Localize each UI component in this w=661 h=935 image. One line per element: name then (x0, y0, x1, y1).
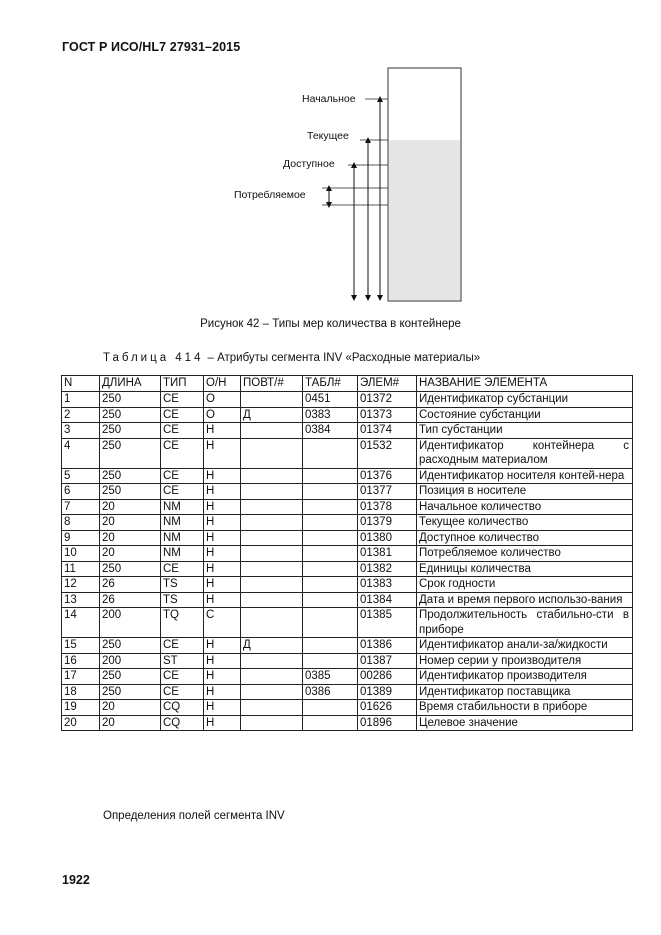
table-row (62, 484, 633, 500)
label-initial: Начальное (302, 93, 356, 105)
cell-type: NM (161, 515, 204, 531)
cell-repeat (241, 468, 303, 484)
cell-optionality: Н (204, 638, 241, 654)
cell-element-name: Состояние субстанции (417, 407, 633, 423)
cell-optionality: O (204, 407, 241, 423)
cell-repeat (241, 499, 303, 515)
cell-table (303, 577, 358, 593)
col-header-repeat: ПОВТ/# (241, 376, 303, 392)
cell-element-name: Номер серии у производителя (417, 653, 633, 669)
cell-type: ST (161, 653, 204, 669)
cell-element: 01379 (358, 515, 417, 531)
cell-element: 01385 (358, 608, 417, 638)
cell-element-name: Продолжительность стабильно-сти в приборе (417, 608, 633, 638)
label-consumed: Потребляемое (234, 189, 306, 201)
cell-n: 11 (62, 561, 100, 577)
cell-n: 7 (62, 499, 100, 515)
cell-length: 250 (100, 423, 161, 439)
cell-n: 17 (62, 669, 100, 685)
cell-table (303, 653, 358, 669)
cell-length: 250 (100, 561, 161, 577)
cell-repeat (241, 546, 303, 562)
cell-table (303, 700, 358, 716)
table-row (62, 499, 633, 515)
page-number: 1922 (62, 873, 90, 887)
cell-element-name: Идентификатор производителя (417, 669, 633, 685)
cell-optionality: Н (204, 653, 241, 669)
table-row (62, 468, 633, 484)
cell-element-name: Единицы количества (417, 561, 633, 577)
table-title-prefix: Таблица 414 (103, 352, 204, 364)
cell-table: 0383 (303, 407, 358, 423)
cell-length: 20 (100, 499, 161, 515)
cell-element-name: Идентификатор анали-за/жидкости (417, 638, 633, 654)
cell-optionality: Н (204, 577, 241, 593)
cell-repeat (241, 561, 303, 577)
cell-optionality: С (204, 608, 241, 638)
cell-type: CE (161, 684, 204, 700)
cell-optionality: Н (204, 700, 241, 716)
table-row (62, 392, 633, 408)
cell-table (303, 546, 358, 562)
table-row (62, 715, 633, 731)
cell-element: 01383 (358, 577, 417, 593)
cell-type: CE (161, 638, 204, 654)
cell-table (303, 561, 358, 577)
table-title-text: – Атрибуты сегмента INV «Расходные материалы» (207, 352, 481, 364)
cell-element: 01389 (358, 684, 417, 700)
cell-n: 16 (62, 653, 100, 669)
table-row (62, 577, 633, 593)
table-title (103, 352, 480, 364)
cell-n: 19 (62, 700, 100, 716)
cell-element: 00286 (358, 669, 417, 685)
cell-n: 6 (62, 484, 100, 500)
table-row (62, 592, 633, 608)
cell-table (303, 592, 358, 608)
cell-type: NM (161, 499, 204, 515)
col-header-length: ДЛИНА (100, 376, 161, 392)
cell-optionality: Н (204, 438, 241, 468)
label-available: Доступное (283, 158, 335, 170)
table-header-row (62, 376, 633, 392)
cell-n: 18 (62, 684, 100, 700)
cell-length: 250 (100, 407, 161, 423)
cell-element: 01381 (358, 546, 417, 562)
table-row (62, 653, 633, 669)
cell-n: 15 (62, 638, 100, 654)
document-code-header: ГОСТ Р ИСО/HL7 27931–2015 (62, 40, 241, 54)
cell-n: 14 (62, 608, 100, 638)
cell-length: 250 (100, 669, 161, 685)
table-body (62, 392, 633, 731)
cell-length: 200 (100, 608, 161, 638)
cell-n: 10 (62, 546, 100, 562)
col-header-element: ЭЛЕМ# (358, 376, 417, 392)
cell-element-name: Идентификатор носителя контей-нера (417, 468, 633, 484)
cell-length: 20 (100, 715, 161, 731)
table-row (62, 561, 633, 577)
cell-length: 26 (100, 577, 161, 593)
cell-n: 9 (62, 530, 100, 546)
cell-element-name: Идентификатор субстанции (417, 392, 633, 408)
cell-repeat (241, 653, 303, 669)
cell-table (303, 438, 358, 468)
cell-element: 01626 (358, 700, 417, 716)
cell-element-name: Срок годности (417, 577, 633, 593)
cell-type: CE (161, 392, 204, 408)
cell-element: 01372 (358, 392, 417, 408)
cell-optionality: Н (204, 684, 241, 700)
cell-length: 250 (100, 684, 161, 700)
figure-caption: Рисунок 42 – Типы мер количества в контейнере (200, 318, 461, 330)
cell-element: 01374 (358, 423, 417, 439)
col-header-optionality: О/Н (204, 376, 241, 392)
cell-element: 01373 (358, 407, 417, 423)
cell-table (303, 638, 358, 654)
cell-repeat (241, 592, 303, 608)
cell-element-name: Потребляемое количество (417, 546, 633, 562)
cell-n: 4 (62, 438, 100, 468)
cell-table (303, 608, 358, 638)
cell-element: 01387 (358, 653, 417, 669)
cell-table: 0386 (303, 684, 358, 700)
cell-type: NM (161, 530, 204, 546)
cell-type: CE (161, 561, 204, 577)
cell-n: 3 (62, 423, 100, 439)
cell-element-name: Идентификатор поставщика (417, 684, 633, 700)
cell-table (303, 530, 358, 546)
cell-repeat (241, 700, 303, 716)
cell-table (303, 499, 358, 515)
cell-optionality: Н (204, 499, 241, 515)
cell-type: TQ (161, 608, 204, 638)
cell-element-name: Позиция в носителе (417, 484, 633, 500)
liquid-fill (389, 140, 460, 300)
table-row (62, 515, 633, 531)
cell-n: 2 (62, 407, 100, 423)
cell-length: 200 (100, 653, 161, 669)
cell-type: CE (161, 407, 204, 423)
cell-table: 0451 (303, 392, 358, 408)
cell-table (303, 468, 358, 484)
table-row (62, 407, 633, 423)
table-row (62, 530, 633, 546)
cell-element: 01380 (358, 530, 417, 546)
cell-table (303, 715, 358, 731)
cell-element: 01378 (358, 499, 417, 515)
cell-repeat: Д (241, 407, 303, 423)
cell-length: 20 (100, 546, 161, 562)
cell-type: TS (161, 592, 204, 608)
cell-type: CE (161, 438, 204, 468)
cell-n: 8 (62, 515, 100, 531)
cell-repeat (241, 392, 303, 408)
cell-length: 20 (100, 700, 161, 716)
cell-repeat (241, 423, 303, 439)
cell-element-name: Начальное количество (417, 499, 633, 515)
cell-repeat (241, 669, 303, 685)
col-header-table: ТАБЛ# (303, 376, 358, 392)
cell-length: 26 (100, 592, 161, 608)
table-row (62, 546, 633, 562)
cell-type: CE (161, 423, 204, 439)
container-quantity-figure (0, 0, 661, 320)
cell-type: CE (161, 669, 204, 685)
cell-element-name: Время стабильности в приборе (417, 700, 633, 716)
cell-repeat (241, 438, 303, 468)
col-header-element-name: НАЗВАНИЕ ЭЛЕМЕНТА (417, 376, 633, 392)
cell-element-name: Целевое значение (417, 715, 633, 731)
cell-element-name: Идентификатор контейнера с расходным материалом (417, 438, 633, 468)
cell-length: 250 (100, 638, 161, 654)
col-header-type: ТИП (161, 376, 204, 392)
cell-repeat (241, 684, 303, 700)
cell-table (303, 484, 358, 500)
cell-element-name: Тип субстанции (417, 423, 633, 439)
cell-optionality: Н (204, 592, 241, 608)
cell-type: CE (161, 468, 204, 484)
cell-table (303, 515, 358, 531)
cell-element-name: Дата и время первого использо-вания (417, 592, 633, 608)
cell-n: 20 (62, 715, 100, 731)
cell-table: 0384 (303, 423, 358, 439)
cell-repeat: Д (241, 638, 303, 654)
cell-length: 250 (100, 468, 161, 484)
cell-table: 0385 (303, 669, 358, 685)
cell-element: 01896 (358, 715, 417, 731)
cell-type: CE (161, 484, 204, 500)
cell-length: 250 (100, 392, 161, 408)
section-intro-text: Определения полей сегмента INV (103, 810, 285, 822)
cell-type: CQ (161, 700, 204, 716)
label-current: Текущее (307, 130, 349, 142)
table-row (62, 700, 633, 716)
cell-n: 1 (62, 392, 100, 408)
table-row (62, 608, 633, 638)
cell-optionality: Н (204, 546, 241, 562)
cell-optionality: Н (204, 468, 241, 484)
cell-element: 01532 (358, 438, 417, 468)
cell-optionality: Н (204, 530, 241, 546)
inv-attributes-table (61, 375, 633, 731)
table-row (62, 423, 633, 439)
table-row (62, 684, 633, 700)
cell-repeat (241, 484, 303, 500)
cell-n: 13 (62, 592, 100, 608)
cell-repeat (241, 515, 303, 531)
cell-type: CQ (161, 715, 204, 731)
cell-length: 20 (100, 515, 161, 531)
cell-element-name: Доступное количество (417, 530, 633, 546)
cell-element: 01384 (358, 592, 417, 608)
cell-repeat (241, 577, 303, 593)
cell-optionality: Н (204, 515, 241, 531)
cell-optionality: Н (204, 669, 241, 685)
cell-length: 250 (100, 438, 161, 468)
cell-optionality: O (204, 392, 241, 408)
cell-n: 12 (62, 577, 100, 593)
cell-element: 01382 (358, 561, 417, 577)
cell-optionality: Н (204, 484, 241, 500)
cell-repeat (241, 608, 303, 638)
cell-length: 20 (100, 530, 161, 546)
table-row (62, 669, 633, 685)
cell-element: 01386 (358, 638, 417, 654)
cell-optionality: Н (204, 715, 241, 731)
cell-element-name: Текущее количество (417, 515, 633, 531)
table-row (62, 638, 633, 654)
cell-element: 01376 (358, 468, 417, 484)
cell-type: NM (161, 546, 204, 562)
cell-optionality: Н (204, 423, 241, 439)
cell-repeat (241, 715, 303, 731)
cell-length: 250 (100, 484, 161, 500)
cell-element: 01377 (358, 484, 417, 500)
table-row (62, 438, 633, 468)
col-header-n: N (62, 376, 100, 392)
cell-type: TS (161, 577, 204, 593)
cell-n: 5 (62, 468, 100, 484)
cell-optionality: Н (204, 561, 241, 577)
cell-repeat (241, 530, 303, 546)
